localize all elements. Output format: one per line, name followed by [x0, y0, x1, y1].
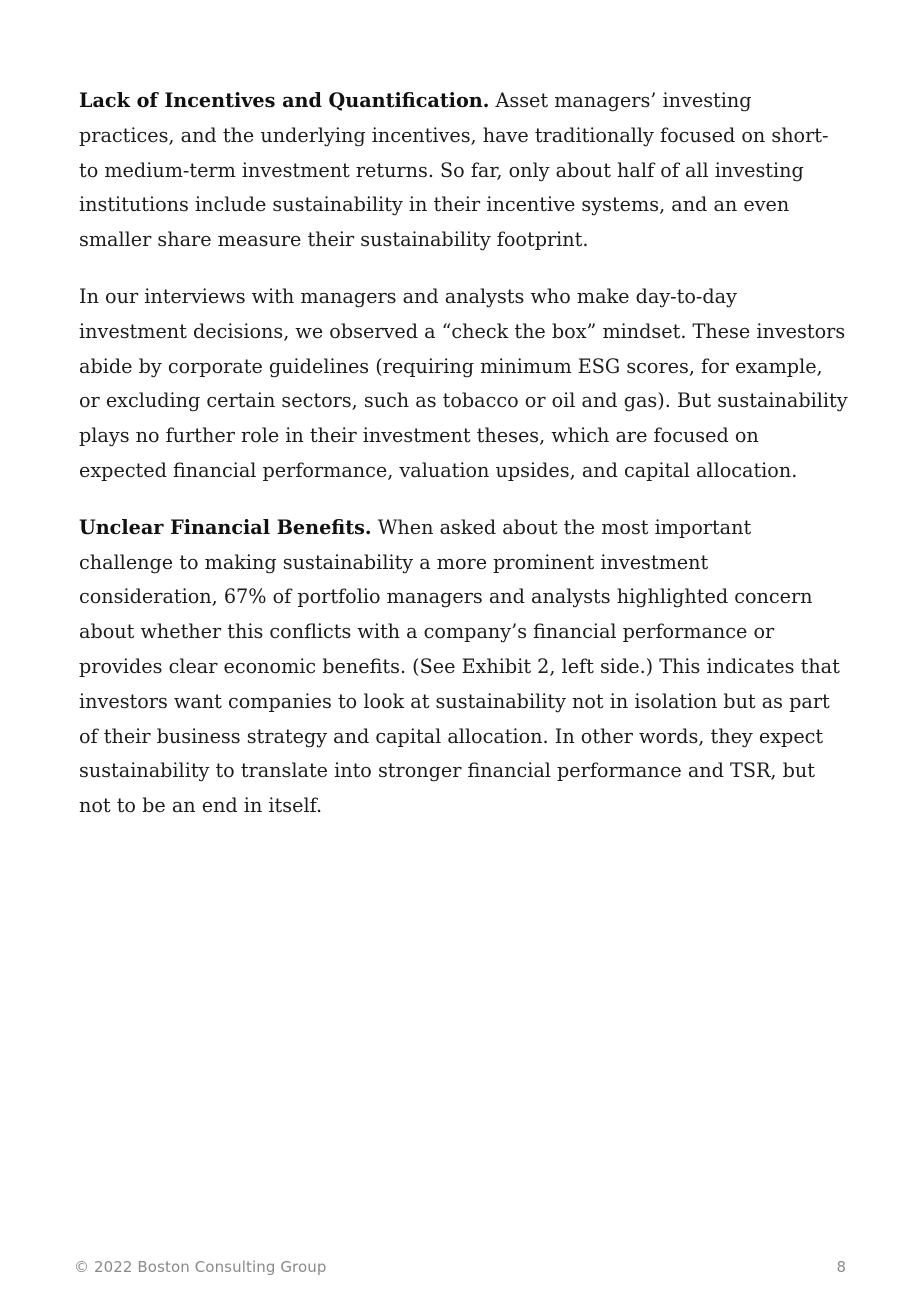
document-body [79, 84, 849, 846]
paragraph-heading: Lack of Incentives and Quantification. [79, 89, 490, 112]
footer-copyright: © 2022 Boston Consulting Group [74, 1258, 327, 1276]
paragraph-text: Asset managers’ investing practices, and the underlying incentives, have traditionally focused on short- to medium-term investment returns. So far, only about half of all investing institutions include sustainability in their incentive systems, and an even smaller share measure their sustainability footprint. [79, 89, 829, 252]
paragraph-check-the-box [79, 280, 849, 489]
paragraph-heading: Unclear Financial Benefits. [79, 515, 372, 539]
paragraph-financial-benefits [79, 511, 849, 824]
paragraph-text: In our interviews with managers and analysts who make day-to-day investment decisions, we observed a “check the box” mindset. These investors abide by corporate guidelines (requiring minimum ESG scores, for example, or excluding certain sectors, such as tobacco or oil and gas). But sustainability plays no further role in their investment theses, which are focused on expected financial performance, valuation upsides, and capital allocation. [79, 284, 848, 482]
paragraph-incentives [79, 84, 849, 258]
page-number: 8 [836, 1258, 846, 1276]
paragraph-text: When asked about the most important challenge to making sustainability a more prominent investment consideration, 67% of portfolio managers and analysts highlighted concern about whether this conflicts with a company’s financial performance or provides clear economic benefits. (See Exhibit 2, left side.) This indicates that investors want companies to look at sustainability not in isolation but as part of their business strategy and capital allocation. In other words, they expect sustainability to translate into stronger financial performance and TSR, but not to be an end in itself. [79, 515, 840, 818]
